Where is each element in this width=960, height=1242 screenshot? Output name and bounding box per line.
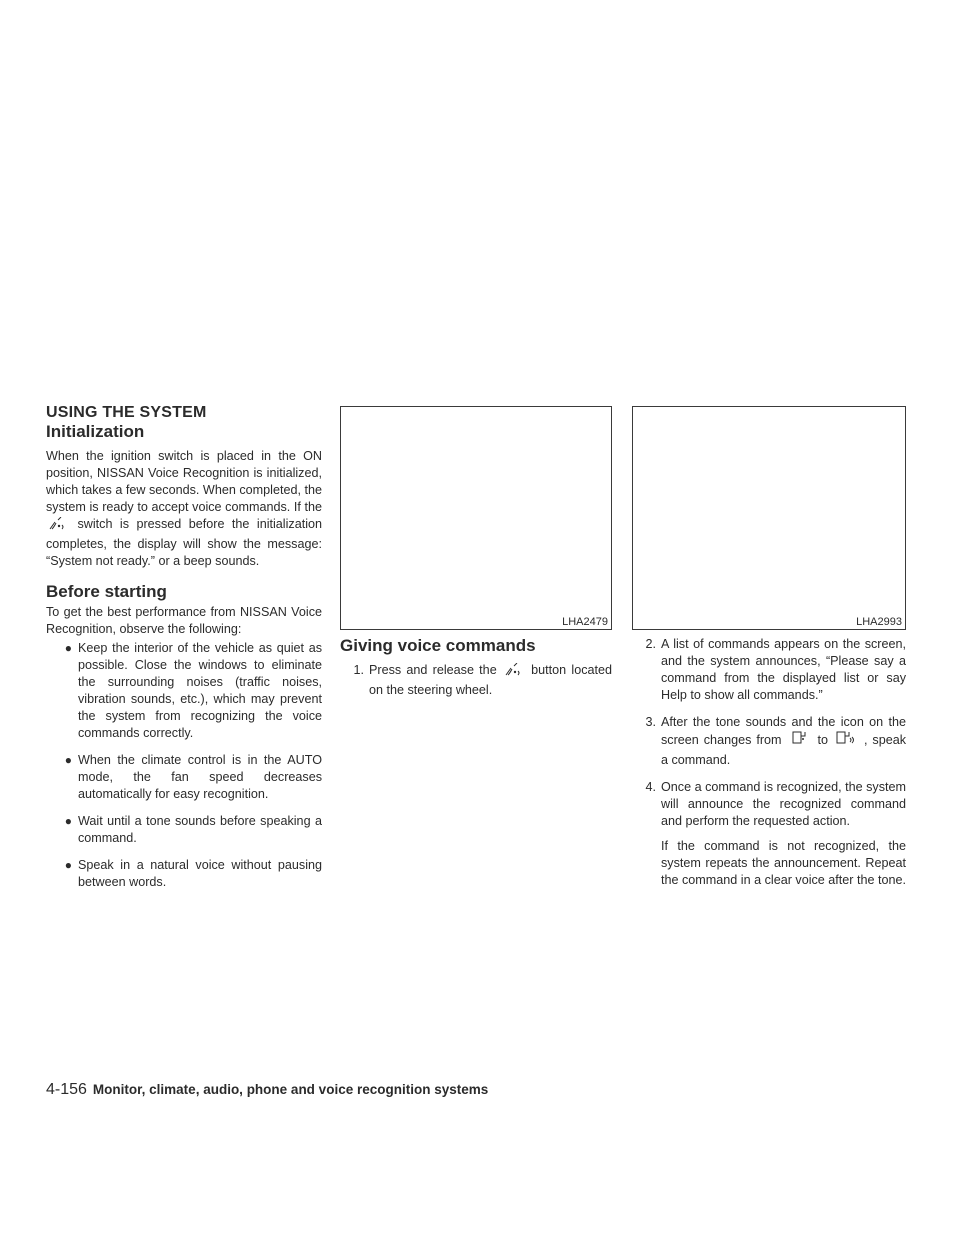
step1-text-part1: Press and release the [369, 663, 497, 677]
chapter-title: Monitor, climate, audio, phone and voice recognition systems [92, 1082, 489, 1097]
figure-voice-screen [632, 406, 906, 630]
list-item [46, 640, 322, 742]
step-number: 2. [645, 637, 656, 651]
list-item-text: Speak in a natural voice without pausing between words. [78, 858, 322, 889]
step-4-extra: If the command is not recognized, the system repeats the announcement. Repeat the command in a clear voice after the tone. [661, 839, 907, 887]
bullet-icon: ● [64, 858, 72, 872]
column-middle [340, 404, 612, 709]
step-number: 4. [645, 780, 656, 794]
giving-commands-heading: Giving voice commands [340, 636, 536, 655]
step-3 [632, 714, 906, 769]
figure-code: LHA2993 [856, 616, 902, 628]
page-number: 4-156 [46, 1081, 87, 1098]
list-item [46, 857, 322, 891]
column-left [46, 404, 322, 901]
voice-active-icon [833, 731, 859, 752]
initialization-heading: Initialization [46, 422, 145, 441]
list-item-text: When the climate control is in the AUTO mode, the fan speed decreases automatically for easy recognition. [78, 753, 322, 801]
voice-idle-icon [787, 731, 813, 752]
page-footer [46, 1081, 488, 1099]
step-text [369, 662, 612, 699]
list-item [46, 813, 322, 847]
step3-text-part2: to [817, 733, 828, 747]
before-starting-heading: Before starting [46, 582, 167, 601]
talk-switch-icon [502, 663, 526, 682]
step-2 [632, 636, 906, 704]
step1-text-part2: button located on the steering wheel. [369, 663, 613, 697]
list-item [46, 752, 322, 803]
talk-switch-icon [46, 517, 70, 536]
step-text [661, 714, 906, 769]
figure-code: LHA2479 [562, 616, 608, 628]
step3-text-part1: After the tone sounds and the icon on the screen changes from [661, 715, 906, 747]
init-text-part1: When the ignition switch is placed in the ON position, NISSAN Voice Recognition is initialized, which takes a few seconds. When completed, the system is ready to accept voice commands. If the [46, 449, 322, 514]
step-1 [340, 662, 612, 699]
step-text: A list of commands appears on the screen, and the system announces, “Please say a command from the displayed list or say Help to show all commands.” [661, 637, 906, 702]
precaution-list [46, 640, 322, 891]
list-item-text: Keep the interior of the vehicle as quiet as possible. Close the windows to eliminate the surrounding noises (traffic noises, vibration sounds, etc.), which may prevent the system from recognizing the voice commands correctly. [78, 641, 322, 740]
step-text: Once a command is recognized, the system will announce the recognized command and perform the requested action. [661, 780, 906, 828]
column-right [632, 404, 906, 889]
before-starting-paragraph: To get the best performance from NISSAN Voice Recognition, observe the following: [46, 605, 322, 636]
bullet-icon: ● [64, 641, 72, 655]
bullet-icon: ● [64, 814, 72, 828]
step3-text-part3: , speak a command. [661, 733, 907, 767]
init-text-part2: switch is pressed before the initialization completes, the display will show the message: “System not ready.” or a beep sounds. [46, 517, 323, 568]
bullet-icon: ● [64, 753, 72, 767]
list-item-text: Wait until a tone sounds before speaking a command. [78, 814, 322, 845]
step-4 [632, 779, 906, 830]
step-number: 1. [353, 663, 364, 677]
figure-steering-switch [340, 406, 612, 630]
initialization-paragraph [46, 448, 322, 570]
section-title: USING THE SYSTEM [46, 404, 207, 421]
step-number: 3. [645, 715, 656, 729]
